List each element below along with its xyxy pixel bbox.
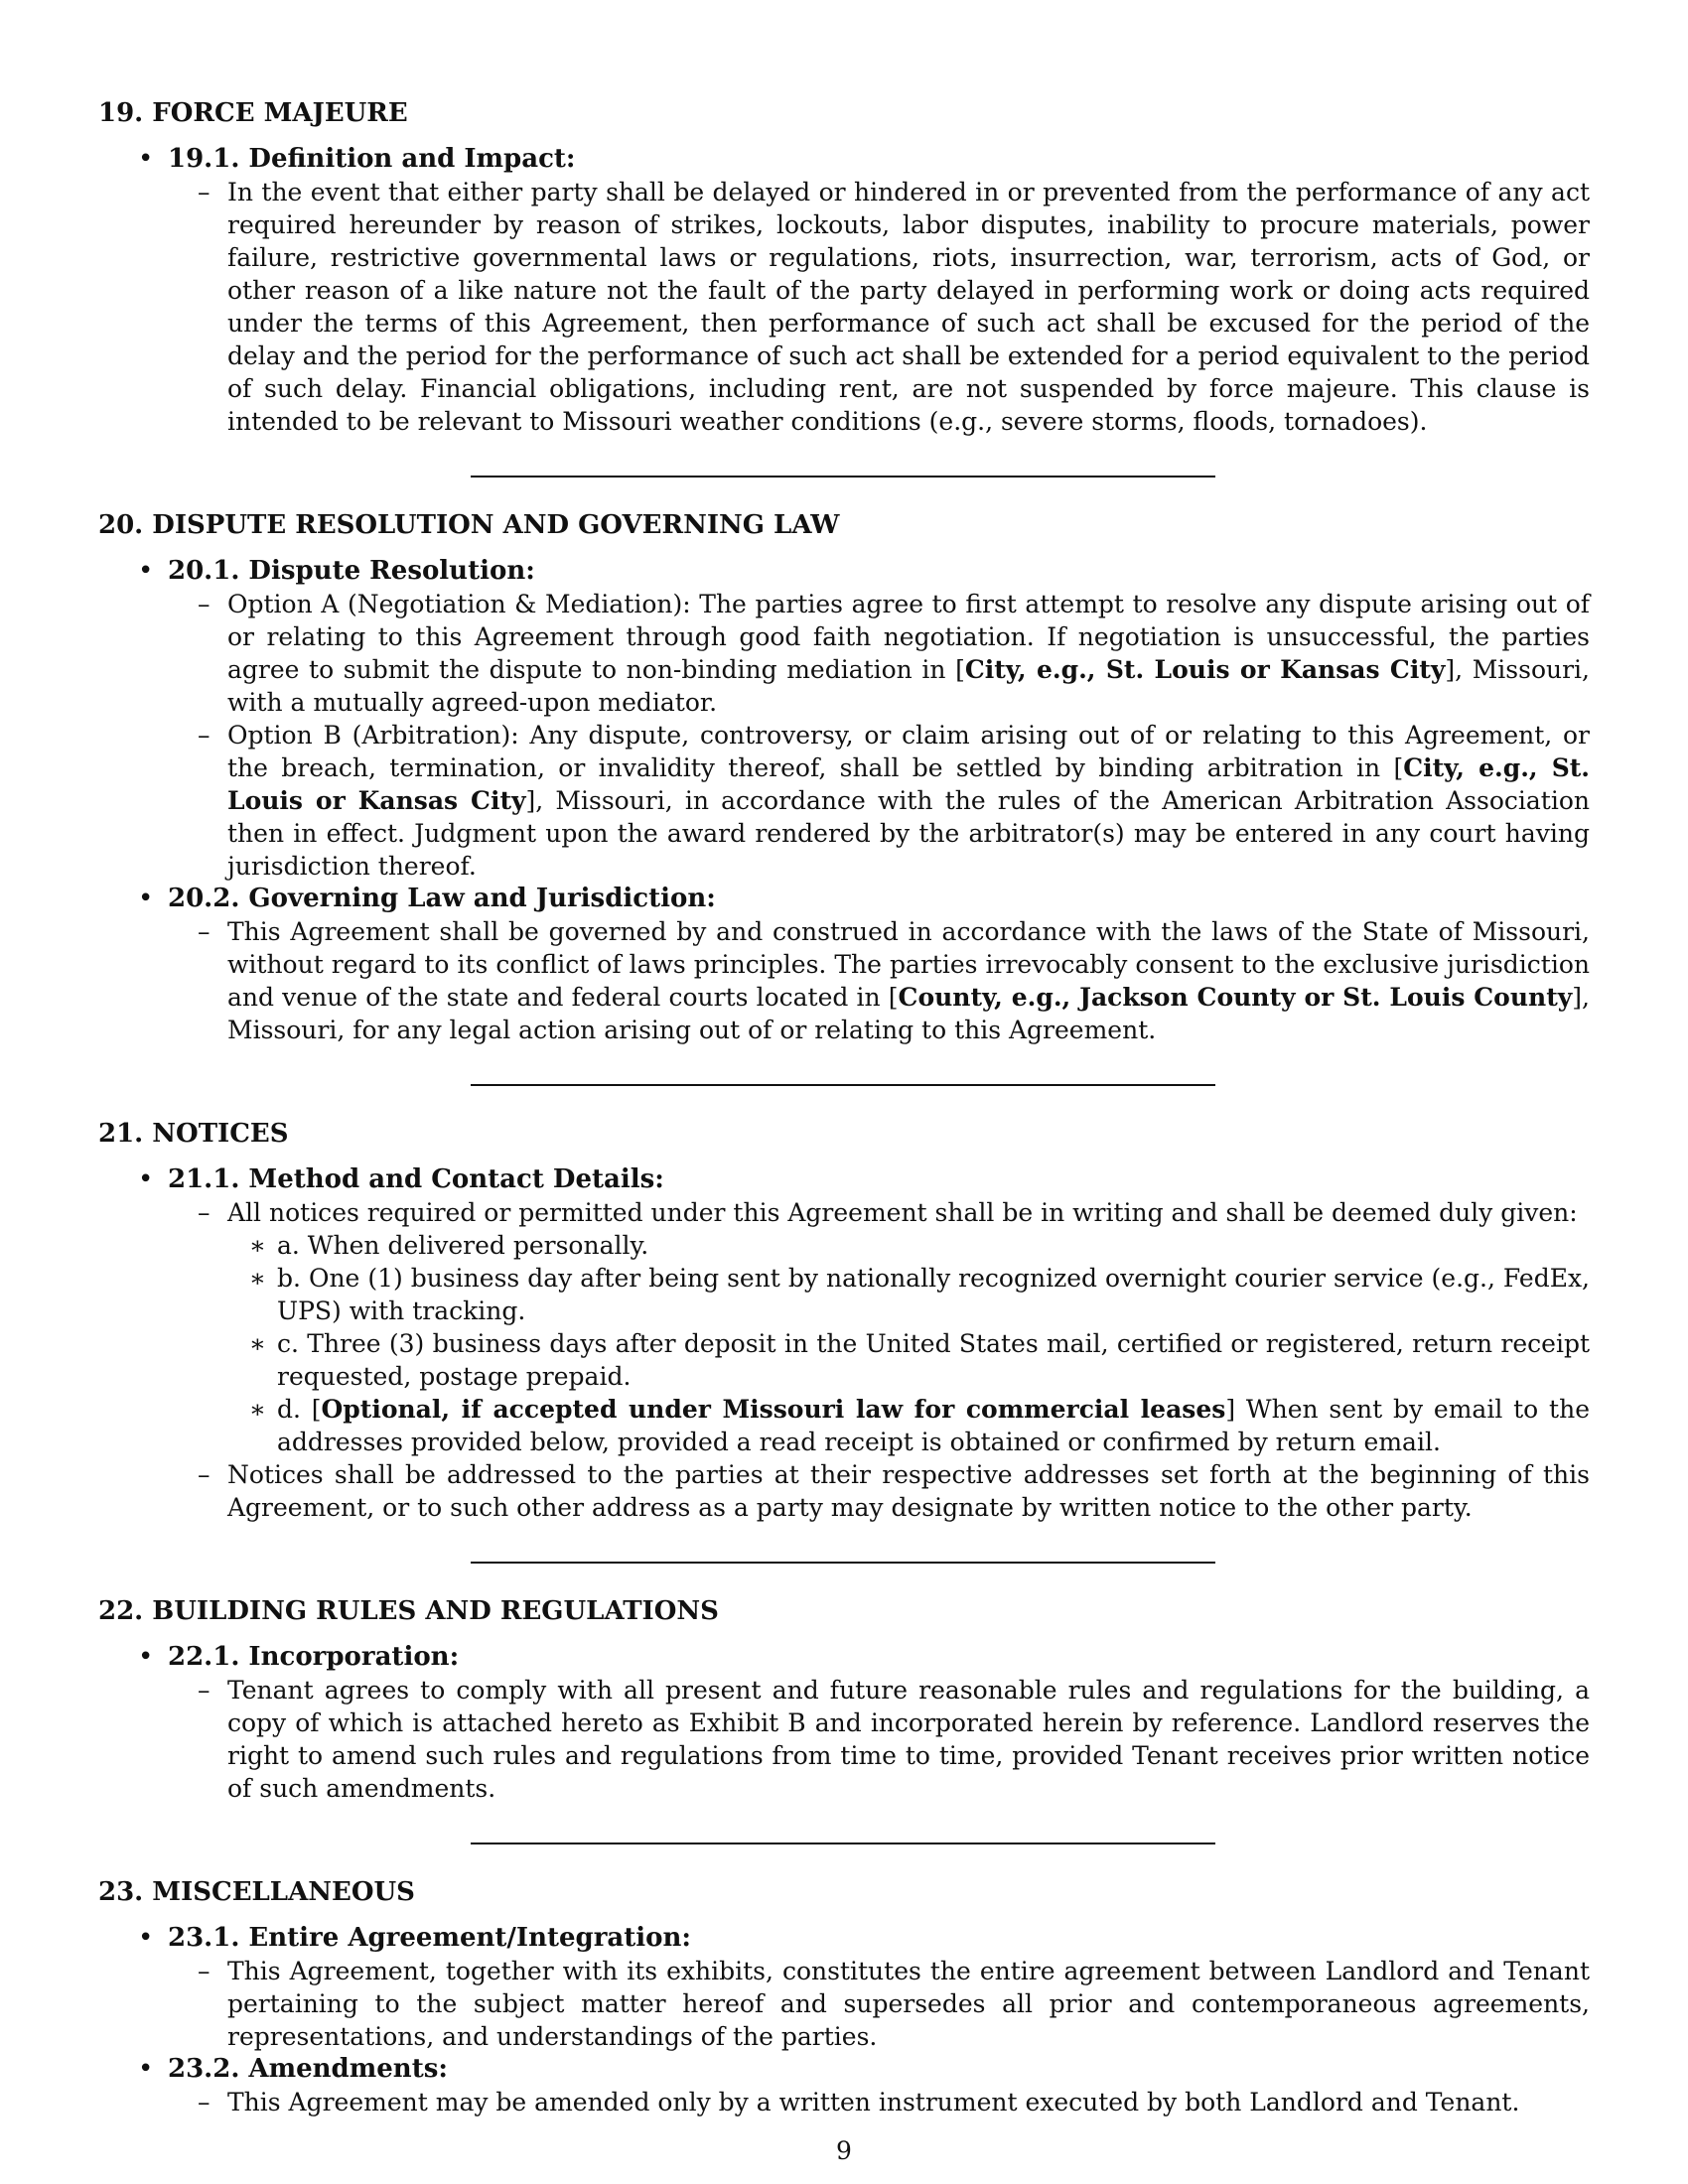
- section-22: [98, 1593, 1590, 1805]
- subsection-23-2: [98, 2053, 1590, 2118]
- dash-icon: –: [198, 1198, 211, 1227]
- subsection-20-1: [98, 555, 1590, 883]
- clause-text: Option B (Arbitration): Any dispute, controversy, or claim arising out of or relating to this Agreement, or the breach, termination, or invalidity thereof, shall be settled by binding arbitration in [: [227, 721, 1590, 782]
- clause-text: ], Missouri, in accordance with the rules of the American Arbitration Association then in effect. Judgment upon the award rendered by the arbitrator(s) may be entered in any court having jurisdiction thereof.: [227, 786, 1590, 881]
- subsection-20-2: [98, 883, 1590, 1046]
- list-item-text: a. When delivered personally.: [277, 1231, 649, 1260]
- asterisk-icon: ∗: [249, 1395, 266, 1424]
- dash-icon: –: [198, 721, 211, 750]
- bullet-icon: •: [138, 556, 154, 586]
- section-heading: 23. MISCELLANEOUS: [98, 1877, 415, 1907]
- dash-icon: –: [198, 1460, 211, 1489]
- placeholder-text: Optional, if accepted under Missouri law for commercial leases: [321, 1395, 1226, 1424]
- clause-text: Notices shall be addressed to the parties at their respective addresses set forth at the beginning of this Agreement, or to such other address as a party may designate by written notice to the other party.: [227, 1460, 1590, 1522]
- list-item-text: c. Three (3) business days after deposit in the United States mail, certified or registered, return receipt requested, postage prepaid.: [277, 1329, 1590, 1391]
- section-23: [98, 1874, 1590, 2118]
- clause-text: Option A (Negotiation & Mediation): The parties agree to first attempt to resolve any dispute arising out of or relating to this Agreement through good faith negotiation. If negotiation is unsuccessful, the parties agree to submit the dispute to non-binding mediation in [: [227, 590, 1590, 684]
- clause-paragraph: [168, 1674, 1590, 1805]
- clause-text: All notices required or permitted under this Agreement shall be in writing and shall be deemed duly given:: [227, 1198, 1578, 1227]
- clause-text: ], Missouri, with a mutually agreed-upon mediator.: [227, 655, 1590, 717]
- asterisk-icon: ∗: [249, 1231, 266, 1260]
- subsection-23-1: [98, 1922, 1590, 2053]
- clause-paragraph: [168, 588, 1590, 719]
- section-21: [98, 1116, 1590, 1524]
- bullet-icon: •: [138, 1164, 154, 1194]
- section-divider: [471, 1084, 1215, 1086]
- page-number: 9: [836, 2136, 852, 2165]
- clause-text: ], Missouri, for any legal action arising out of or relating to this Agreement.: [227, 983, 1590, 1044]
- clause-text: In the event that either party shall be delayed or hindered in or prevented from the performance of any act required hereunder by reason of strikes, lockouts, labor disputes, inability to procure materials, power failure, restrictive governmental laws or regulations, riots, insurrection, war, terrorism, acts of God, or other reason of a like nature not the fault of the party delayed in performing work or doing acts required under the terms of this Agreement, then performance of such act shall be excused for the period of the delay and the period for the performance of such act shall be extended for a period equivalent to the period of such delay. Financial obligations, including rent, are not suspended by force majeure. This clause is intended to be relevant to Missouri weather conditions (e.g., severe storms, floods, tornadoes).: [227, 178, 1590, 436]
- section-heading: 21. NOTICES: [98, 1119, 289, 1149]
- subsection-heading: 20.2. Governing Law and Jurisdiction:: [168, 884, 716, 913]
- subsection-heading: 23.2. Amendments:: [168, 2054, 448, 2084]
- subsection-22-1: [98, 1641, 1590, 1805]
- bullet-icon: •: [138, 884, 154, 913]
- document-page: [98, 95, 1590, 2118]
- subsection-heading: 22.1. Incorporation:: [168, 1642, 460, 1672]
- asterisk-icon: ∗: [249, 1264, 266, 1293]
- bullet-icon: •: [138, 1642, 154, 1672]
- dash-icon: –: [198, 590, 211, 618]
- clause-paragraph: [168, 2086, 1590, 2118]
- subsection-21-1: [98, 1163, 1590, 1524]
- dash-icon: –: [198, 1676, 211, 1705]
- section-divider: [471, 1562, 1215, 1564]
- section-19: [98, 95, 1590, 438]
- placeholder-text: City, e.g., St. Louis or Kansas City: [227, 753, 1590, 815]
- section-heading: 22. BUILDING RULES AND REGULATIONS: [98, 1596, 719, 1626]
- subsection-19-1: [98, 143, 1590, 438]
- bullet-icon: •: [138, 1923, 154, 1953]
- section-heading: 19. FORCE MAJEURE: [98, 98, 408, 128]
- placeholder-text: County, e.g., Jackson County or St. Louis County: [898, 983, 1573, 1012]
- list-item-text: d. [: [277, 1395, 322, 1424]
- clause-text: This Agreement, together with its exhibits, constitutes the entire agreement between Landlord and Tenant pertaining to the subject matter hereof and supersedes all prior and contemporaneous agreements, representations, and understandings of the parties.: [227, 1957, 1590, 2051]
- subsection-heading: 20.1. Dispute Resolution:: [168, 556, 535, 586]
- bullet-icon: •: [138, 144, 154, 174]
- clause-paragraph: [168, 1196, 1590, 1229]
- section-divider: [471, 476, 1215, 478]
- clause-paragraph: [168, 719, 1590, 883]
- clause-text: Tenant agrees to comply with all present and future reasonable rules and regulations for the building, a copy of which is attached hereto as Exhibit B and incorporated herein by reference. Landlord reserves the right to amend such rules and regulations from time to time, provided Tenant receives prior written notice of such amendments.: [227, 1676, 1590, 1803]
- section-20: [98, 507, 1590, 1046]
- list-item-text: ] When sent by email to the addresses provided below, provided a read receipt is obtained or confirmed by return email.: [277, 1395, 1590, 1456]
- dash-icon: –: [198, 178, 211, 206]
- asterisk-icon: ∗: [249, 1329, 266, 1358]
- placeholder-text: City, e.g., St. Louis or Kansas City: [964, 655, 1446, 684]
- clause-paragraph: [168, 915, 1590, 1046]
- bullet-icon: •: [138, 2054, 154, 2084]
- list-item-text: b. One (1) business day after being sent by nationally recognized overnight courier service (e.g., FedEx, UPS) with tracking.: [277, 1264, 1590, 1325]
- clause-text: This Agreement may be amended only by a written instrument executed by both Landlord and Tenant.: [227, 2088, 1520, 2116]
- subsection-heading: 21.1. Method and Contact Details:: [168, 1164, 664, 1194]
- subsection-heading: 23.1. Entire Agreement/Integration:: [168, 1923, 691, 1953]
- clause-paragraph: [168, 1955, 1590, 2053]
- dash-icon: –: [198, 2088, 211, 2116]
- list-item: [168, 1393, 1590, 1458]
- section-divider: [471, 1843, 1215, 1844]
- list-item: [168, 1262, 1590, 1327]
- clause-paragraph: [168, 1458, 1590, 1524]
- list-item: [168, 1229, 1590, 1262]
- dash-icon: –: [198, 917, 211, 946]
- dash-icon: –: [198, 1957, 211, 1985]
- clause-text: This Agreement shall be governed by and construed in accordance with the laws of the State of Missouri, without regard to its conflict of laws principles. The parties irrevocably consent to the exclusive jurisdiction and venue of the state and federal courts located in [: [227, 917, 1590, 1012]
- list-item: [168, 1327, 1590, 1393]
- clause-paragraph: [168, 176, 1590, 438]
- subsection-heading: 19.1. Definition and Impact:: [168, 144, 576, 174]
- section-heading: 20. DISPUTE RESOLUTION AND GOVERNING LAW: [98, 510, 840, 540]
